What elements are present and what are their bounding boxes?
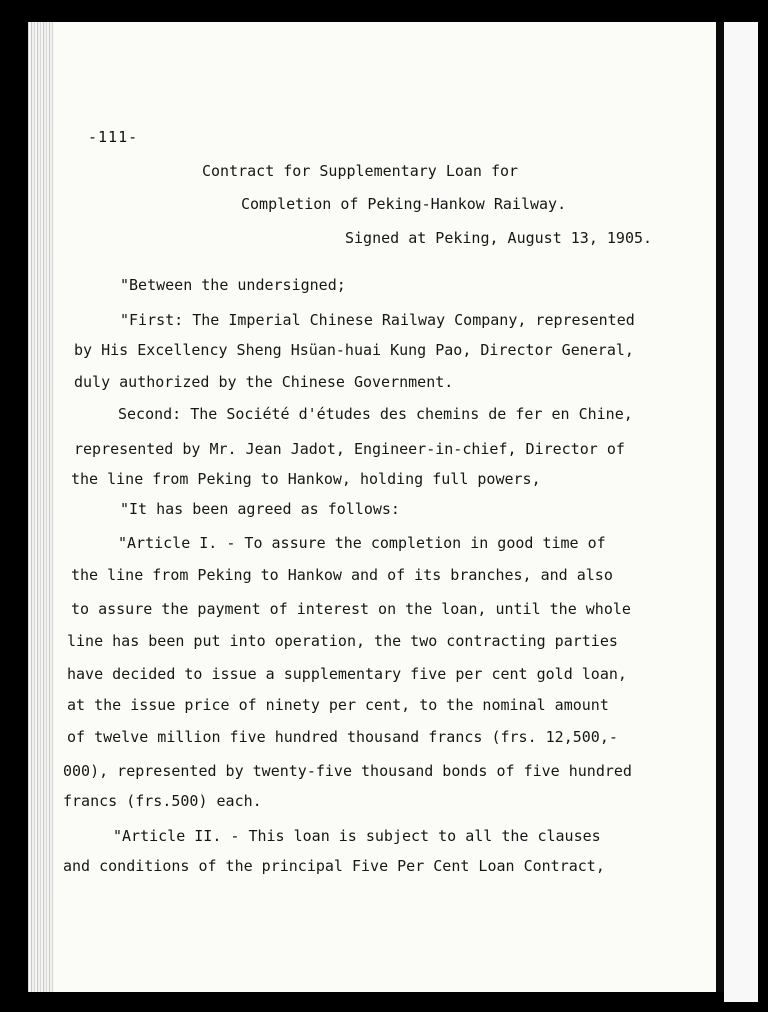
title-line-1: Contract for Supplementary Loan for — [202, 162, 519, 180]
body-line: "Article II. - This loan is subject to all the clauses — [113, 827, 601, 845]
body-line: "Between the undersigned; — [120, 276, 346, 294]
next-page-strip — [724, 22, 758, 1002]
body-line: of twelve million five hundred thousand francs (frs. 12,500,- — [67, 728, 618, 746]
page-binding-edge — [28, 22, 54, 992]
title-line-2: Completion of Peking-Hankow Railway. — [241, 195, 567, 213]
body-line: 000), represented by twenty-five thousand bonds of five hundred — [63, 762, 632, 780]
body-line: the line from Peking to Hankow, holding full powers, — [71, 470, 541, 488]
body-line: the line from Peking to Hankow and of its branches, and also — [71, 566, 613, 584]
body-line: "Article I. - To assure the completion in good time of — [118, 534, 606, 552]
body-line: line has been put into operation, the two contracting parties — [67, 632, 618, 650]
page-number: -111- — [88, 128, 139, 146]
body-line: by His Excellency Sheng Hsüan-huai Kung Pao, Director General, — [74, 341, 634, 359]
body-line: "First: The Imperial Chinese Railway Company, represented — [120, 311, 635, 329]
body-line: francs (frs.500) each. — [63, 792, 262, 810]
body-line: at the issue price of ninety per cent, to the nominal amount — [67, 696, 609, 714]
title-line-3: Signed at Peking, August 13, 1905. — [345, 229, 653, 247]
body-line: duly authorized by the Chinese Government. — [74, 373, 454, 391]
page-edge-shadow — [716, 22, 724, 992]
body-line: and conditions of the principal Five Per Cent Loan Contract, — [63, 857, 605, 875]
body-line: have decided to issue a supplementary five per cent gold loan, — [67, 665, 627, 683]
body-line: represented by Mr. Jean Jadot, Engineer-in-chief, Director of — [74, 440, 625, 458]
body-line: "It has been agreed as follows: — [120, 500, 400, 518]
body-line: Second: The Société d'études des chemins de fer en Chine, — [118, 405, 633, 423]
body-line: to assure the payment of interest on the loan, until the whole — [71, 600, 631, 618]
